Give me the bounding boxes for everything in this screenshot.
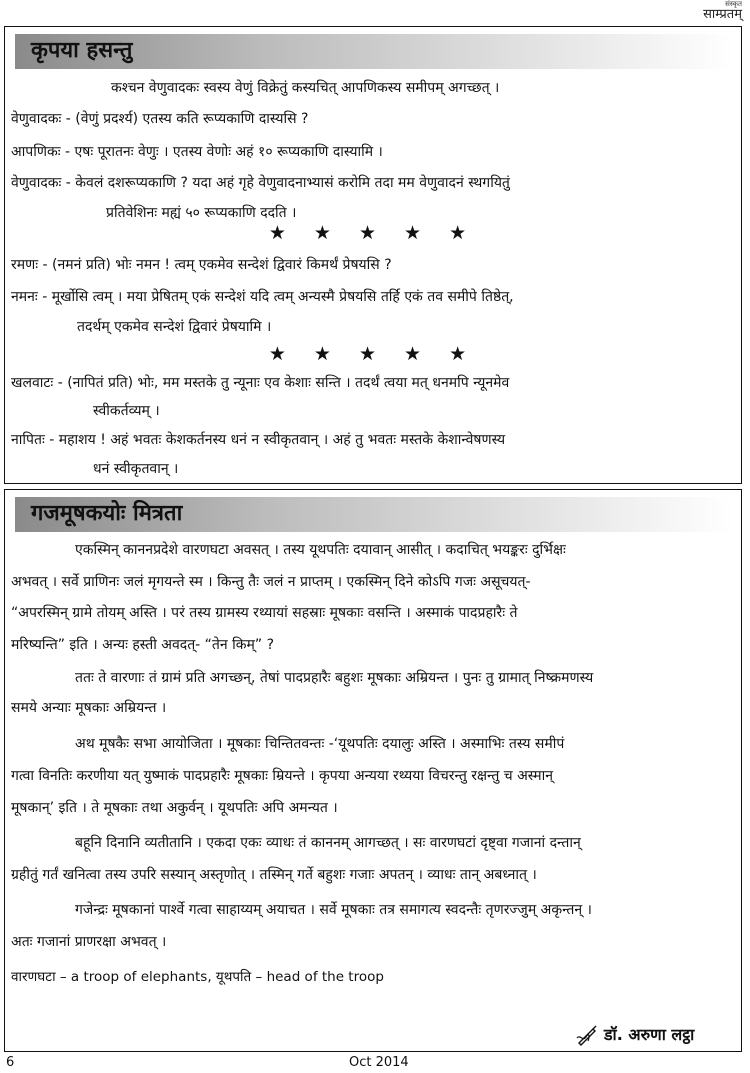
text-line: ततः ते वारणाः तं ग्रामं प्रति अगच्छन्, तेषां पादप्रहारैः बहुशः मूषकाः अम्रियन्त । पुनः तु ग्रामात् निष्क्रमणस्य — [75, 670, 594, 686]
text-line: गत्वा विनतिः करणीया यत् युष्माकं पादप्रहारैः मूषकाः म्रियन्ते । कृपया अन्यया रथ्यया विचरन्तु रक्षन्तु च अस्मान् — [11, 768, 554, 784]
text-line: मरिष्यन्ति” इति । अन्यः हस्ती अवदत्- “तेन किम्” ? — [11, 637, 275, 653]
glossary-note: वारणघटा – a troop of elephants, यूथपति – head of the troop — [11, 969, 384, 985]
text-line: तदर्थम् एकमेव सन्देशं द्विवारं प्रेषयामि । — [77, 319, 272, 335]
text-line: प्रतिवेशिनः मह्यं ५० रूप्यकाणि ददति । — [106, 205, 297, 221]
text-line: एकस्मिन् काननप्रदेशे वारणघटा अवसत् । तस्य यूथपतिः दयावान् आसीत् । कदाचित् भयङ्करः दुर्भिक्षः — [75, 542, 566, 558]
text-line: स्वीकर्तव्यम् । — [93, 403, 160, 419]
text-line: धनं स्वीकृतवान् । — [93, 461, 179, 477]
text-line: नमनः - मूर्खोसि त्वम् । मया प्रेषितम् एकं सन्देशं यदि त्वम् अन्यस्मै प्रेषयसि तर्हि एकं तव समीपे तिष्ठेत्, — [11, 289, 514, 305]
star-divider: ★ ★ ★ ★ ★ — [268, 222, 478, 244]
masthead — [652, 0, 742, 22]
text-line: मूषकान्’ इति । ते मूषकाः तथा अकुर्वन् । यूथपतिः अपि अमन्यत । — [11, 800, 338, 816]
text-line: अथ मूषकैः सभा आयोजिता । मूषकाः चिन्तितवन्तः -‘यूथपतिः दयालुः अस्ति । अस्माभिः तस्य समीपं — [75, 736, 565, 752]
jokes-box — [4, 26, 742, 484]
jokes-banner — [15, 34, 733, 69]
magazine-title: साम्प्रतम् — [703, 7, 742, 22]
story-banner — [15, 497, 733, 532]
issue-date: Oct 2014 — [349, 1055, 409, 1070]
text-line: “अपरस्मिन् ग्रामे तोयम् अस्ति । परं तस्य ग्रामस्य रथ्यायां सहस्राः मूषकाः वसन्ति । अस्माकं पादप्रहारैः ते — [11, 605, 518, 621]
pen-icon — [576, 1024, 598, 1046]
text-line: वेणुवादकः - केवलं दशरूप्यकाणि ? यदा अहं गृहे वेणुवादनाभ्यासं करोमि तदा मम वेणुवादनं स्थगयितुं — [11, 175, 510, 191]
text-line: वेणुवादकः - (वेणुं प्रदर्श्य) एतस्य कति रूप्यकाणि दास्यसि ? — [11, 111, 309, 127]
author-name: डॉ. अरुणा लट्ठा — [604, 1025, 695, 1044]
text-line: अभवत् । सर्वे प्राणिनः जलं मृगयन्ते स्म । किन्तु तैः जलं न प्राप्तम् । एकस्मिन् दिने कोऽपि गजः असूचयत्- — [11, 574, 531, 590]
text-line: खलवाटः - (नापितं प्रति) भोः, मम मस्तके तु न्यूनाः एव केशाः सन्ति । तदर्थं त्वया मत् धनमपि न्यूनमेव — [11, 375, 510, 391]
text-line: आपणिकः - एषः पूरातनः वेणुः । एतस्य वेणोः अहं १० रूप्यकाणि दास्यामि । — [11, 144, 383, 160]
masthead-small: संस्कृत — [725, 0, 742, 8]
star-divider: ★ ★ ★ ★ ★ — [268, 343, 478, 365]
text-line: ग्रहीतुं गर्तं खनित्वा तस्य उपरि सस्यान् अस्तृणोत् । तस्मिन् गर्ते बहुशः गजाः अपतन् । व्याधः तान् अबध्नात् । — [11, 867, 537, 883]
text-line: नापितः - महाशय ! अहं भवतः केशकर्तनस्य धनं न स्वीकृतवान् । अहं तु भवतः मस्तके केशान्वेषणस्य — [11, 432, 506, 448]
page-number: 6 — [6, 1055, 15, 1070]
text-line: गजेन्द्रः मूषकानां पार्श्वे गत्वा साहाय्यम् अयाचत । सर्वे मूषकाः तत्र समागत्य स्वदन्तैः तृणरज्जुम् अकृन्तन् । — [75, 902, 592, 918]
text-line: रमणः - (नमनं प्रति) भोः नमन ! त्वम् एकमेव सन्देशं द्विवारं किमर्थं प्रेषयसि ? — [11, 257, 392, 273]
text-line: अतः गजानां प्राणरक्षा अभवत् । — [11, 934, 167, 950]
text-line: बहूनि दिनानि व्यतीतानि । एकदा एकः व्याधः तं काननम् आगच्छत् । सः वारणघटां दृष्ट्वा गजानां दन्तान् — [75, 835, 581, 851]
text-line: कश्चन वेणुवादकः स्वस्य वेणुं विक्रेतुं कस्यचित् आपणिकस्य समीपम् अगच्छत् । — [111, 80, 500, 96]
story-title: गजमूषकयोः मित्रता — [31, 501, 183, 526]
text-line: समये अन्याः मूषकाः अम्रियन्त । — [11, 700, 167, 716]
jokes-title: कृपया हसन्तु — [31, 38, 133, 63]
story-box — [4, 489, 742, 1052]
